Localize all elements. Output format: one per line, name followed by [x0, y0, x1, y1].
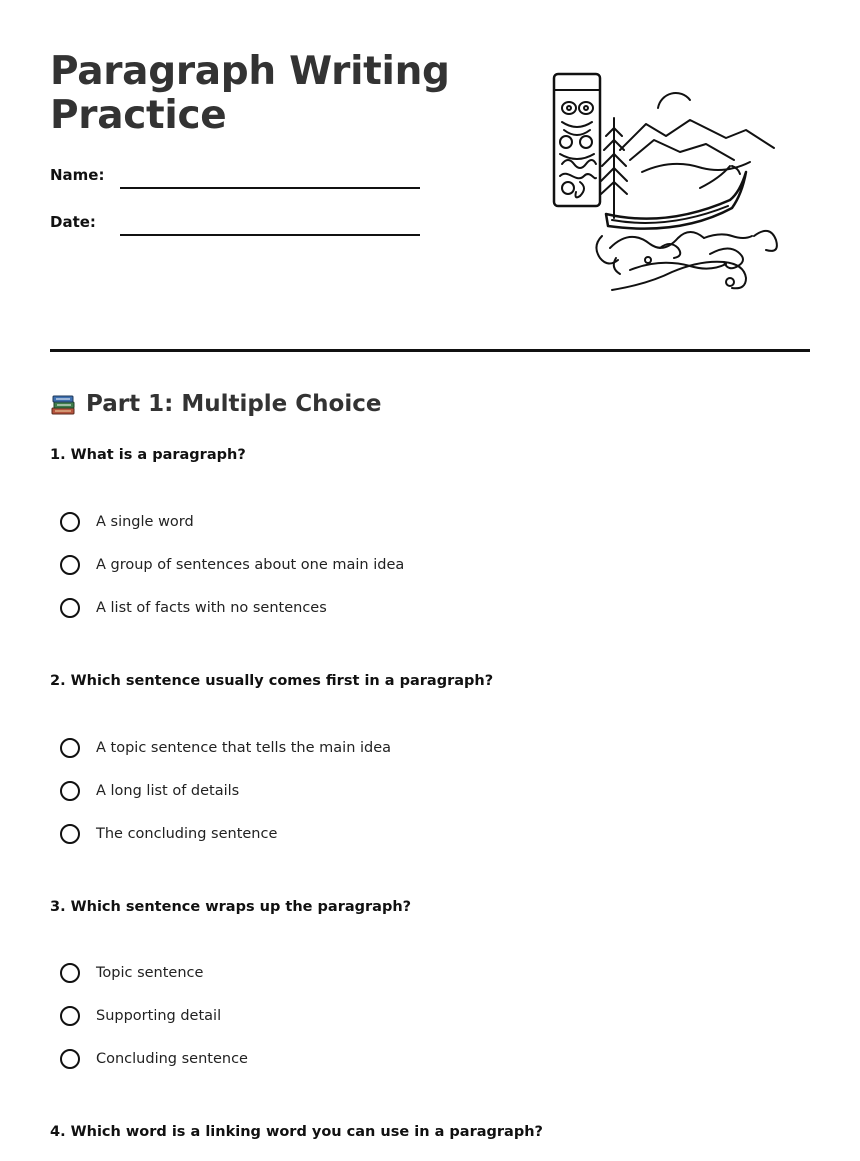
radio-button[interactable] — [60, 555, 80, 575]
q1-option-c[interactable] — [60, 595, 327, 621]
radio-button[interactable] — [60, 963, 80, 983]
header-divider — [50, 349, 810, 352]
option-label: Supporting detail — [96, 1008, 222, 1024]
radio-button[interactable] — [60, 781, 80, 801]
option-label: A list of facts with no sentences — [96, 600, 327, 616]
page-title — [50, 50, 450, 138]
question-2: 2. Which sentence usually comes first in a paragraph? — [50, 673, 494, 689]
q1-option-b[interactable] — [60, 552, 404, 578]
option-label: A group of sentences about one main idea — [96, 557, 405, 573]
q2-option-a[interactable] — [60, 735, 391, 761]
option-label: The concluding sentence — [96, 826, 278, 842]
radio-button[interactable] — [60, 512, 80, 532]
title-line-2: Practice — [50, 93, 227, 138]
q3-option-b[interactable] — [60, 1003, 221, 1029]
question-1: 1. What is a paragraph? — [50, 447, 246, 463]
name-field[interactable] — [120, 187, 420, 189]
option-label: Concluding sentence — [96, 1051, 248, 1067]
maori-illustration-icon — [550, 68, 790, 303]
section-title-label: Part 1: Multiple Choice — [86, 391, 382, 417]
option-label: A topic sentence that tells the main idea — [96, 740, 392, 756]
option-label: Topic sentence — [96, 965, 204, 981]
option-label: A long list of details — [96, 783, 240, 799]
radio-button[interactable] — [60, 1049, 80, 1069]
section-title-part-1 — [50, 388, 381, 420]
q3-option-a[interactable] — [60, 960, 203, 986]
date-field[interactable] — [120, 234, 420, 236]
books-icon — [50, 391, 76, 417]
title-line-1: Paragraph Writing — [50, 49, 450, 94]
radio-button[interactable] — [60, 824, 80, 844]
q2-option-c[interactable] — [60, 821, 277, 847]
worksheet-header — [50, 50, 810, 310]
q1-option-a[interactable] — [60, 509, 194, 535]
question-4: 4. Which word is a linking word you can use in a paragraph? — [50, 1124, 543, 1140]
radio-button[interactable] — [60, 598, 80, 618]
question-3: 3. Which sentence wraps up the paragraph? — [50, 899, 412, 915]
q2-option-b[interactable] — [60, 778, 239, 804]
date-label: Date: — [50, 213, 96, 231]
radio-button[interactable] — [60, 738, 80, 758]
name-label: Name: — [50, 166, 105, 184]
option-label: A single word — [96, 514, 194, 530]
radio-button[interactable] — [60, 1006, 80, 1026]
q3-option-c[interactable] — [60, 1046, 248, 1072]
